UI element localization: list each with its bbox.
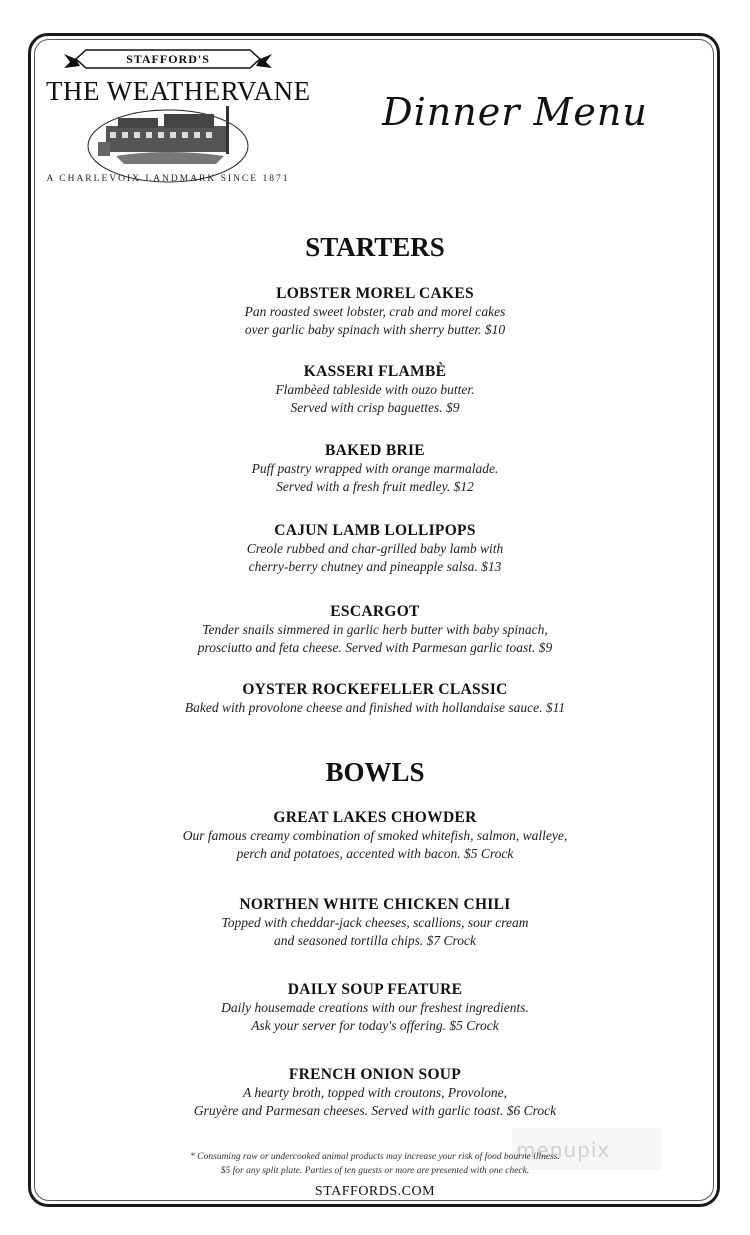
menu-item [0,521,750,576]
footnote-line: * Consuming raw or undercooked animal products may increase your risk of food bourne illness. [190,1152,560,1162]
menu-item [0,895,750,950]
menu-item [0,680,750,717]
item-desc: Topped with cheddar-jack cheeses, scallions, sour cream [221,915,529,930]
item-desc: Tender snails simmered in garlic herb butter with baby spinach, [202,622,548,637]
menu-heading: Dinner Menu [382,90,648,134]
item-desc: over garlic baby spinach with sherry butter. $10 [244,322,506,337]
item-desc: and seasoned tortilla chips. $7 Crock [274,933,476,948]
item-desc: Ask your server for today's offering. $5 Crock [251,1018,499,1033]
item-name: ESCARGOT [330,603,420,620]
item-name: KASSERI FLAMBÈ [303,363,447,380]
item-desc: perch and potatoes, accented with bacon. $5 Crock [236,846,514,861]
restaurant-logo [46,46,311,196]
logo-title: THE WEATHERVANE [46,76,311,106]
website-link[interactable]: STAFFORDS.COM [314,1184,436,1199]
menu-item [0,602,750,657]
item-desc: Served with crisp baguettes. $9 [290,400,460,415]
item-desc: Daily housemade creations with our freshest ingredients. [221,1000,529,1015]
section-title-bowls: BOWLS [325,757,425,787]
footnote-line: $5 for any split plate. Parties of ten guests or more are presented with one check. [220,1166,530,1176]
menu-item [0,980,750,1035]
item-desc: Baked with provolone cheese and finished with hollandaise sauce. $11 [184,700,566,715]
item-desc: Our famous creamy combination of smoked whitefish, salmon, walleye, [182,828,568,843]
menu-item [0,441,750,496]
menu-item [0,284,750,339]
menu-item [0,1065,750,1120]
logo-tagline: A CHARLEVOIX LANDMARK SINCE 1871 [46,174,290,184]
item-name: DAILY SOUP FEATURE [287,981,463,998]
item-desc: A hearty broth, topped with croutons, Provolone, [242,1085,508,1100]
item-desc: cherry-berry chutney and pineapple salsa. $13 [248,559,502,574]
menu-item [0,362,750,417]
footnote [0,1150,750,1178]
item-name: NORTHEN WHITE CHICKEN CHILI [239,896,511,913]
item-name: LOBSTER MOREL CAKES [276,285,474,302]
item-name: FRENCH ONION SOUP [288,1066,462,1083]
menu-item [0,808,750,863]
item-desc: Flambèed tableside with ouzo butter. [275,382,475,397]
watermark-text: menupix [516,1138,611,1162]
item-desc: Pan roasted sweet lobster, crab and morel cakes [244,304,506,319]
item-name: CAJUN LAMB LOLLIPOPS [274,522,476,539]
item-desc: Gruyère and Parmesan cheeses. Served with garlic toast. $6 Crock [193,1103,557,1118]
logo-ribbon-text: STAFFORD'S [126,52,210,66]
item-desc: Served with a fresh fruit medley. $12 [276,479,474,494]
item-name: GREAT LAKES CHOWDER [273,809,477,826]
section-title-starters: STARTERS [305,232,445,262]
item-desc: Puff pastry wrapped with orange marmalade. [251,461,499,476]
item-name: OYSTER ROCKEFELLER CLASSIC [242,681,508,698]
item-desc: Creole rubbed and char-grilled baby lamb with [246,541,504,556]
item-name: BAKED BRIE [325,442,425,459]
item-desc: prosciutto and feta cheese. Served with Parmesan garlic toast. $9 [197,640,553,655]
